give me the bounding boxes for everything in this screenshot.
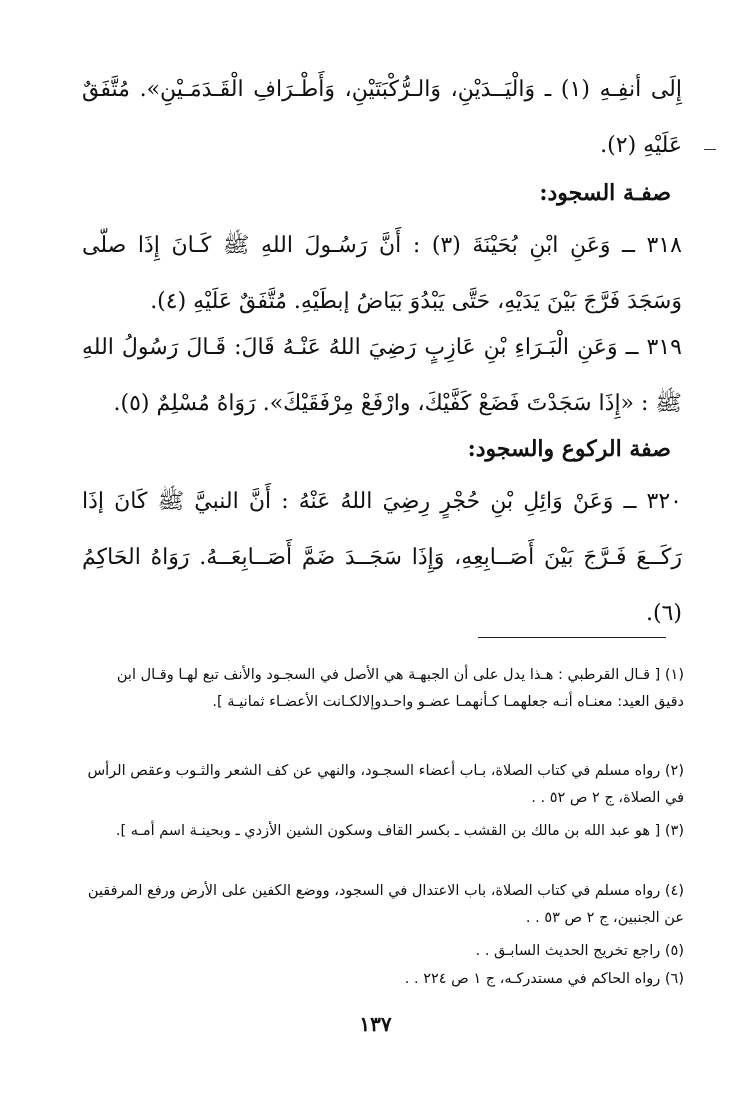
page-number: ١٣٧ [359,1012,392,1036]
hadith-318: ٣١٨ ــ وَعَنِ ابْنِ بُحَيْنَةَ (٣) : أَنَّ رَسُـولَ اللهِ ﷺ كَـانَ إِذَا صلّى وَسَجَدَ فَرَّجَ بَيْنَ يَدَيْهِ، حَتَّى يَبْدُوَ بَيَاضُ إبطَيْهِ. مُتَّفَقٌ عَلَيْهِ (٤). [82,233,682,314]
hadith-319: ٣١٩ ــ وَعَنِ الْبَـرَاءِ بْنِ عَازِبٍ رَضِيَ اللهُ عَنْـهُ قَالَ: قَـالَ رَسُولُ اللهِ ﷺ : «إِذَا سَجَدْتَ فَضَعْ كَفَّيْكَ، وارْفَعْ مِرْفَقَيْكَ». رَوَاهُ مُسْلِمٌ (٥). [82,335,682,416]
footnote-4: (٤) رواه مسلم في كتاب الصلاة، باب الاعتدال في السجود، ووضع الكفين على الأرض ورفع المرفقين عن الجنبين، ج ٢ ص ٥٣ . . [87,883,684,926]
footnote-6: (٦) رواه الحاكم في مستدركـه، ج ١ ص ٢٢٤ . . [404,971,684,987]
footnote-3: (٣) [ هو عبد الله بن مالك بن القشب ـ بكسر القاف وسكون الشين الأزدي ـ وبحينـة اسم أمـه ]. [115,823,684,839]
footnote-5: (٥) راجع تخريج الحديث السابـق . . [475,943,684,959]
margin-mark [704,149,716,150]
section-heading-sujud: صفـة السجود: [539,180,671,206]
intro-paragraph: إِلَى أنفِـهِ (١) ـ وَالْيَــدَيْنِ، وَالـرُّكْبَتَيْنِ، وَأَطْـرَافِ الْقَـدَمَـيْنِ». مُتَّفَقٌ عَلَيْهِ (٢). [82,77,683,158]
hadith-320: ٣٢٠ ــ وَعَنْ وَائِلِ بْنِ حُجْرٍ رِضِيَ اللهُ عَنْهُ : أَنَّ النبيَّ ﷺ كَانَ إذَا رَكَــعَ فَـرَّجَ بَيْنَ أَصَــابِعِهِ، وَإِذَا سَجَــدَ ضَمَّ أَصَــابِعَــهُ. رَوَاهُ الحَاكِمُ (٦). [82,489,682,626]
footnote-1: (١) [ قـال القرطبي : هـذا يدل على أن الجبهـة هي الأصل في السجـود والأنف تبع لهـا وقـال ابن دقيق العيد: معنـاه أنـه جعلهمـا كـأنهمـا عضـو واحـدوإلالكـانت الأعضـاء ثمانيـة ]. [116,667,684,710]
footnote-2: (٢) رواه مسلم في كتاب الصلاة، بـاب أعضاء السجـود، والنهي عن كف الشعر والثـوب وعقص الرأس في الصلاة، ج ٢ ص ٥٢ . . [87,763,684,806]
footnote-divider [478,637,666,638]
section-heading-ruku-sujud: صفة الركوع والسجود: [467,436,671,462]
